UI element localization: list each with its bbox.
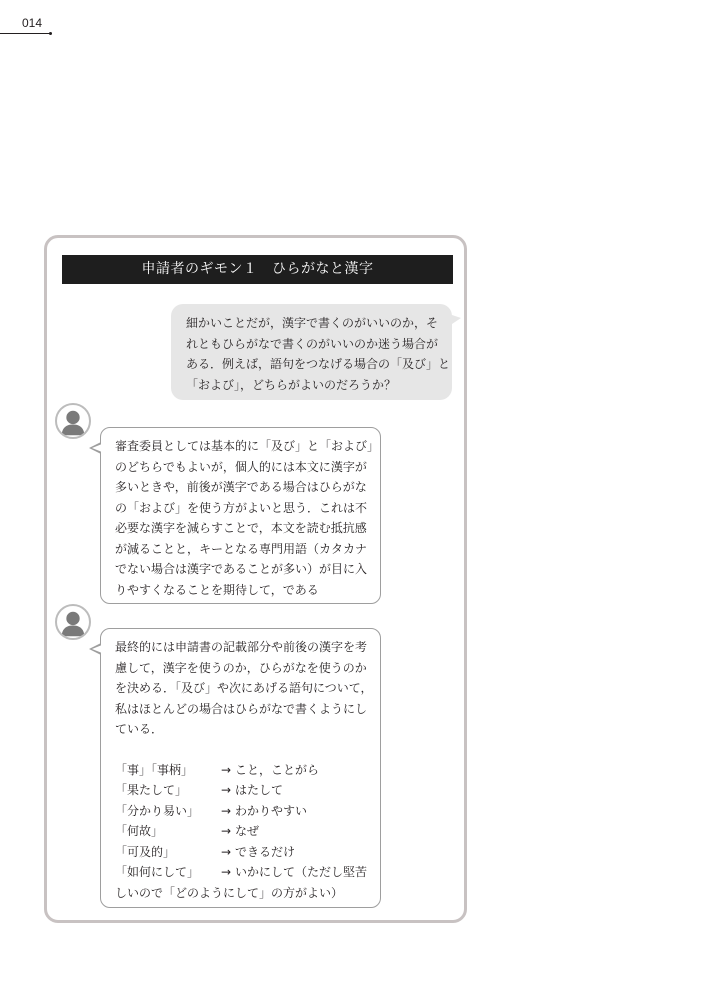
list-kanji: 「可及的」 <box>115 844 176 859</box>
answer1-line: 多いときや，前後が漢字である場合はひらがな <box>115 480 367 494</box>
answer1-line: のどちらでもよいが，個人的には本文に漢字が <box>115 459 367 474</box>
answer-bubble-2 <box>100 628 381 908</box>
question-line: 細かいことだが，漢字で書くのがいいのか，そ <box>186 316 439 330</box>
list-item <box>115 801 370 822</box>
arrow-icon: → <box>221 762 232 777</box>
list-kanji: 「事」「事柄」 <box>115 762 194 777</box>
arrow-icon: → <box>221 844 232 859</box>
person-avatar-icon <box>55 403 91 439</box>
arrow-icon: → <box>221 824 232 838</box>
list-item <box>115 842 370 863</box>
page-number: 014 <box>22 16 43 30</box>
question-line: 「および」，どちらがよいのだろうか？ <box>186 377 397 392</box>
arrow-icon: → <box>221 803 232 818</box>
page-number-rule <box>0 33 50 34</box>
question-bubble <box>171 304 452 400</box>
list-kanji: 「果たして」 <box>115 783 188 797</box>
list-continuation: しいので「どのようにして」の方がよい） <box>115 885 344 900</box>
question-line: ある．例えば，語句をつなげる場合の「及び」と <box>186 357 451 371</box>
box-title: 申請者のギモン１ ひらがなと漢字 <box>62 255 453 284</box>
answer1-line: が減ることと，キーとなる専門用語（カタカナ <box>115 541 368 556</box>
list-kanji: 「如何にして」 <box>115 865 200 879</box>
list-item <box>115 760 370 781</box>
answer1-line: の「および」を使う方がよいと思う．これは不 <box>115 500 368 515</box>
list-kana: なぜ <box>235 824 260 838</box>
answer2-line: を決める．「及び」や次にあげる語句について， <box>115 681 373 695</box>
list-kanji: 「何故」 <box>115 824 164 838</box>
list-kana: こと，ことがら <box>235 762 320 777</box>
answer1-line: 必要な漢字を減らすことで，本文を読む抵抗感 <box>115 521 367 535</box>
list-kana: いかにして（ただし堅苦 <box>235 865 368 879</box>
answer2-line: 最終的には申請書の記載部分や前後の漢字を考 <box>115 640 368 654</box>
answer2-line: 慮して，漢字を使うのか，ひらがなを使うのか <box>115 660 367 675</box>
list-kanji: 「分かり易い」 <box>115 803 200 818</box>
answer1-line: りやすくなることを期待して，である <box>115 582 319 597</box>
answer2-line: 私はほとんどの場合はひらがなで書くようにし <box>115 701 368 716</box>
answer1-line: でない場合は漢字であることが多い）が目に入 <box>115 562 368 576</box>
person-avatar-icon <box>55 604 91 640</box>
list-kana: はたして <box>235 783 284 797</box>
answer-bubble-1 <box>100 427 381 604</box>
answer2-line: ている． <box>115 722 164 736</box>
arrow-icon: → <box>221 865 232 879</box>
question-line: れともひらがなで書くのがいいのか迷う場合が <box>186 336 439 351</box>
answer1-line: 審査委員としては基本的に「及び」と「および」 <box>115 439 380 453</box>
list-item <box>115 862 370 883</box>
list-kana: できるだけ <box>235 844 296 859</box>
spacer <box>115 740 370 760</box>
list-kana: わかりやすい <box>235 803 308 818</box>
arrow-icon: → <box>221 783 232 797</box>
list-item <box>115 821 370 842</box>
list-item <box>115 780 370 801</box>
